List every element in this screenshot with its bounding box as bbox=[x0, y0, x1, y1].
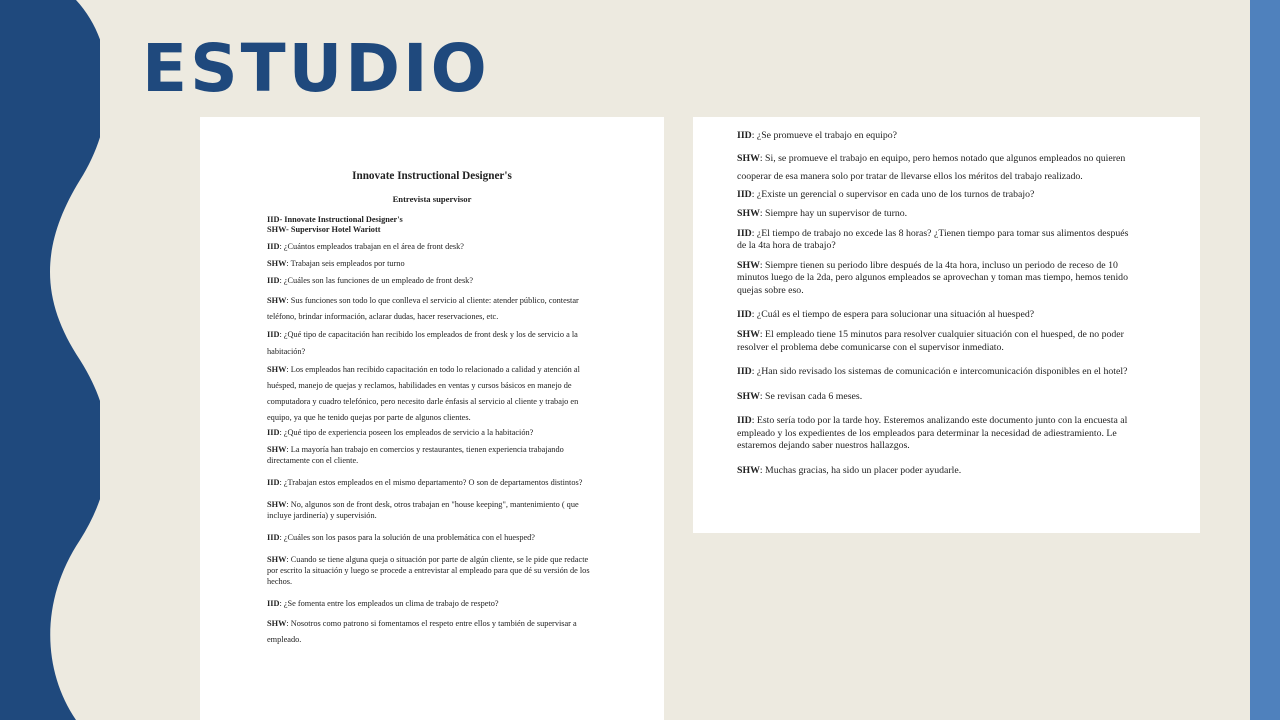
speaker-label: SHW bbox=[267, 500, 287, 510]
speaker-label: IID bbox=[737, 309, 752, 321]
interview-entry-shw bbox=[267, 555, 597, 588]
speaker-separator: : bbox=[279, 428, 284, 438]
speaker-label: SHW bbox=[267, 259, 287, 269]
entry-text: ¿Existe un gerencial o supervisor en cada uno de los turnos de trabajo? bbox=[756, 188, 1035, 200]
interview-entry-shw bbox=[737, 208, 1137, 221]
document-page-right bbox=[693, 117, 1200, 533]
speaker-separator: : bbox=[279, 242, 284, 252]
entry-text: Muchas gracias, ha sido un placer poder ayudarle. bbox=[765, 464, 962, 476]
interview-entry-shw bbox=[267, 616, 597, 648]
entry-text: Se revisan cada 6 meses. bbox=[765, 390, 863, 402]
document-heading: Innovate Instructional Designer's bbox=[352, 170, 512, 182]
entry-text: ¿Cuál es el tiempo de espera para solucionar una situación al huesped? bbox=[756, 309, 1035, 321]
speaker-label: IID bbox=[267, 242, 280, 252]
entry-text: Esto sería todo por la tarde hoy. Esteremos analizando este documento junto con la encuesta al empleado y los expedientes de los empleados para determinar la necesidad de adiestramiento. Le estaremos dejando saber nuestros hallazgos. bbox=[737, 415, 1128, 452]
speaker-separator: : bbox=[279, 478, 284, 488]
document-meta bbox=[267, 215, 597, 234]
speaker-label: IID bbox=[737, 366, 752, 378]
speaker-separator: : bbox=[751, 227, 757, 239]
interview-entry-shw bbox=[267, 445, 597, 467]
entry-text: El empleado tiene 15 minutos para resolver cualquier situación con el huesped, de no poder resolver el problema debe comunicarse con el supervisor inmediato. bbox=[737, 329, 1124, 353]
speaker-label: IID bbox=[737, 188, 752, 200]
speaker-label: SHW bbox=[737, 390, 760, 402]
interview-entry-iid bbox=[737, 130, 1137, 143]
speaker-separator: : bbox=[286, 554, 291, 564]
speaker-label: IID bbox=[267, 428, 280, 438]
entry-text: ¿Se promueve el trabajo en equipo? bbox=[756, 130, 897, 141]
entry-text: ¿Trabajan estos empleados en el mismo departamento? O son de departamentos distintos? bbox=[283, 478, 583, 488]
speaker-label: IID bbox=[267, 478, 280, 488]
speaker-label: IID bbox=[267, 598, 280, 608]
interview-entry-iid bbox=[737, 189, 1137, 202]
speaker-separator: : bbox=[286, 500, 291, 510]
interview-entry-shw bbox=[267, 259, 597, 270]
interview-entry-shw bbox=[737, 391, 1137, 404]
speaker-separator: : bbox=[751, 415, 757, 427]
entry-text: Si, se promueve el trabajo en equipo, pero hemos notado que algunos empleados no quieren cooperar de esa manera solo por tratar de llevarse ellos los méritos del trabajo realizado. bbox=[737, 152, 1126, 183]
entry-text: ¿Qué tipo de capacitación han recibido los empleados de front desk y los de servicio a la habitación? bbox=[267, 330, 578, 356]
interview-entry-iid bbox=[267, 428, 597, 439]
entry-text: Siempre hay un supervisor de turno. bbox=[765, 208, 908, 220]
speaker-label: SHW bbox=[267, 618, 287, 628]
speaker-label: IID bbox=[737, 227, 752, 239]
interview-entry-iid bbox=[737, 366, 1137, 379]
speaker-separator: : bbox=[751, 130, 757, 141]
speaker-label: IID bbox=[267, 276, 280, 286]
speaker-separator: : bbox=[286, 618, 291, 628]
entry-text: ¿Cuáles son las funciones de un empleado de front desk? bbox=[283, 276, 474, 286]
entry-text: La mayoría han trabajo en comercios y restaurantes, tienen experiencia trabajando directamente con el cliente. bbox=[267, 445, 564, 466]
interview-entry-iid bbox=[267, 599, 597, 610]
interview-entry-shw bbox=[267, 362, 597, 427]
speaker-separator: : bbox=[751, 366, 757, 378]
interview-entry-iid bbox=[267, 533, 597, 544]
interview-entry-iid bbox=[267, 276, 597, 287]
interview-entry-iid bbox=[737, 415, 1137, 453]
speaker-separator: : bbox=[279, 330, 284, 340]
speaker-label: IID bbox=[737, 415, 752, 427]
interview-entry-shw bbox=[267, 500, 597, 522]
entry-text: Cuando se tiene alguna queja o situación por parte de algún cliente, se le pide que redacte por escrito la situación y luego se procede a entrevistar al empleado para que dé su versión de los hechos. bbox=[267, 554, 590, 586]
meta-line-iid: IID- Innovate Instructional Designer's bbox=[267, 215, 403, 225]
entry-text: ¿Qué tipo de experiencia poseen los empleados de servicio a la habitación? bbox=[283, 428, 534, 438]
entry-text: Los empleados han recibido capacitación en todo lo relacionado a calidad y atención al huésped, manejo de quejas y reclamos, habilidades en ventas y cursos básicos en manejo de computadora y cuadro telefónico, pero necesito darle énfasis al servicio al cliente y trabajo en equipo, ya que he tenido quejas por parte de algunos clientes. bbox=[267, 364, 580, 423]
speaker-separator: : bbox=[759, 152, 766, 164]
interview-entry-shw bbox=[267, 293, 597, 325]
speaker-separator: : bbox=[751, 188, 757, 200]
interview-entry-iid bbox=[267, 242, 597, 253]
speaker-separator: : bbox=[279, 276, 284, 286]
interview-entry-shw bbox=[737, 329, 1137, 354]
speaker-label: IID bbox=[737, 130, 752, 141]
speaker-label: SHW bbox=[737, 259, 760, 271]
entry-text: ¿Cuáles son los pasos para la solución de una problemática con el huesped? bbox=[283, 533, 535, 542]
entry-text: No, algunos son de front desk, otros trabajan en "house keeping", mantenimiento ( que incluye jardinería) y supervisión. bbox=[267, 500, 579, 521]
speaker-separator: : bbox=[286, 259, 291, 269]
speaker-separator: : bbox=[759, 329, 766, 340]
interview-entries-left bbox=[267, 242, 597, 648]
entry-text: ¿Cuántos empleados trabajan en el área de front desk? bbox=[283, 242, 464, 252]
entry-text: Sus funciones son todo lo que conlleva el servicio al cliente: atender público, contestar teléfono, brindar información, aclarar dudas, hacer reservaciones, etc. bbox=[267, 296, 579, 322]
interview-entry-shw bbox=[737, 465, 1137, 478]
speaker-separator: : bbox=[286, 296, 291, 305]
interview-entries-right bbox=[737, 130, 1137, 477]
entry-text: Nosotros como patrono si fomentamos el respeto entre ellos y también de supervisar a empleado. bbox=[267, 618, 577, 644]
speaker-separator: : bbox=[286, 364, 291, 374]
speaker-separator: : bbox=[279, 598, 284, 608]
right-accent-bar bbox=[1250, 0, 1280, 720]
speaker-label: SHW bbox=[267, 364, 287, 374]
entry-text: Trabajan seis empleados por turno bbox=[290, 259, 405, 269]
interview-entry-iid bbox=[267, 327, 597, 359]
speaker-separator: : bbox=[759, 464, 766, 476]
speaker-label: SHW bbox=[267, 296, 287, 305]
speaker-label: SHW bbox=[737, 208, 760, 220]
entry-text: ¿El tiempo de trabajo no excede las 8 horas? ¿Tienen tiempo para tomar sus alimentos después de la 4ta hora de trabajo? bbox=[737, 227, 1129, 252]
speaker-label: SHW bbox=[737, 329, 760, 340]
entry-text: ¿Han sido revisado los sistemas de comunicación e intercomunicación disponibles en el hotel? bbox=[756, 366, 1128, 378]
meta-line-shw: SHW- Supervisor Hotel Wariott bbox=[267, 224, 381, 234]
speaker-separator: : bbox=[751, 309, 757, 321]
left-wave-decoration bbox=[0, 0, 100, 720]
speaker-label: IID bbox=[267, 533, 280, 542]
speaker-separator: : bbox=[759, 390, 766, 402]
speaker-label: SHW bbox=[737, 464, 760, 476]
interview-entry-shw bbox=[737, 260, 1137, 298]
speaker-label: IID bbox=[267, 330, 280, 340]
entry-text: ¿Se fomenta entre los empleados un clima de trabajo de respeto? bbox=[283, 598, 499, 608]
interview-entry-iid bbox=[267, 478, 597, 489]
interview-entry-iid bbox=[737, 309, 1137, 322]
entry-text: Siempre tienen su periodo libre después de la 4ta hora, incluso un periodo de receso de 10 minutos luego de la 2da, pero algunos empleados se aprovechan y toman mas tiempo, hemos tenido quejas sobre eso. bbox=[737, 259, 1128, 296]
speaker-label: SHW bbox=[267, 554, 287, 564]
interview-entry-iid bbox=[737, 228, 1137, 253]
speaker-label: SHW bbox=[737, 152, 760, 164]
slide-title: ESTUDIO bbox=[142, 30, 490, 107]
interview-entry-shw bbox=[737, 150, 1137, 187]
document-subheading: Entrevista supervisor bbox=[392, 193, 472, 204]
speaker-separator: : bbox=[286, 445, 291, 455]
speaker-separator: : bbox=[279, 533, 284, 542]
speaker-separator: : bbox=[759, 208, 766, 220]
speaker-separator: : bbox=[759, 259, 766, 271]
document-page-left bbox=[200, 117, 664, 720]
speaker-label: SHW bbox=[267, 445, 287, 455]
